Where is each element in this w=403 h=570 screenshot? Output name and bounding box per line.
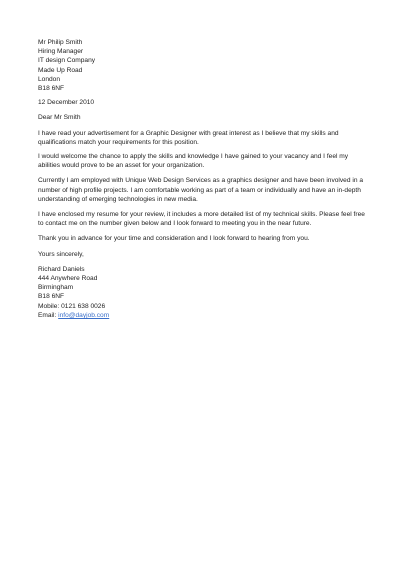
paragraph-intro: I have read your advertisement for a Graphic Designer with great interest as I believe that my skills and qualifications match your requirements for this position.	[38, 129, 339, 146]
sender-details	[38, 265, 368, 320]
salutation: Dear Mr Smith	[38, 114, 81, 122]
recipient-city: London	[38, 75, 61, 83]
paragraph-resume: I have enclosed my resume for your review, it includes a more detailed list of my technical skills. Please feel free to contact me on the number given below and I look forward to meeting you in the near future.	[38, 211, 365, 228]
sender-name: Richard Daniels	[38, 265, 85, 273]
recipient-title: Hiring Manager	[38, 48, 84, 56]
sender-street: 444 Anywhere Road	[38, 275, 98, 283]
paragraph-motivation: I would welcome the chance to apply the skills and knowledge I have gained to your vacancy and I feel my abilities would prove to be an asset for your organization.	[38, 153, 349, 170]
recipient-company: IT design Company	[38, 57, 96, 65]
paragraph-experience: Currently I am employed with Unique Web Design Services as a graphics designer and have been involved in a number of high profile projects. I am comfortable working as part of a team or individually and have an in-depth understanding of emerging technologies in new media.	[38, 177, 363, 203]
email-link[interactable]: info@dayjob.com	[58, 311, 110, 319]
email-label: Email:	[38, 311, 57, 319]
recipient-name: Mr Philip Smith	[38, 39, 83, 46]
mobile-label: Mobile:	[38, 302, 60, 310]
sender-city: Birmingham	[38, 284, 74, 292]
mobile-number: 0121 638 0026	[61, 302, 106, 310]
sender-email	[38, 311, 368, 320]
letter-page	[38, 38, 368, 320]
closing: Yours sincerely,	[38, 250, 84, 258]
letter-date: 12 December 2010	[38, 99, 95, 107]
sender-mobile	[38, 302, 368, 311]
paragraph-thanks: Thank you in advance for your time and consideration and I look forward to hearing from you.	[38, 235, 310, 243]
sender-postcode: B18 6NF	[38, 293, 65, 301]
recipient-address	[38, 38, 368, 93]
recipient-street: Made Up Road	[38, 66, 83, 74]
recipient-postcode: B18 6NF	[38, 85, 65, 93]
